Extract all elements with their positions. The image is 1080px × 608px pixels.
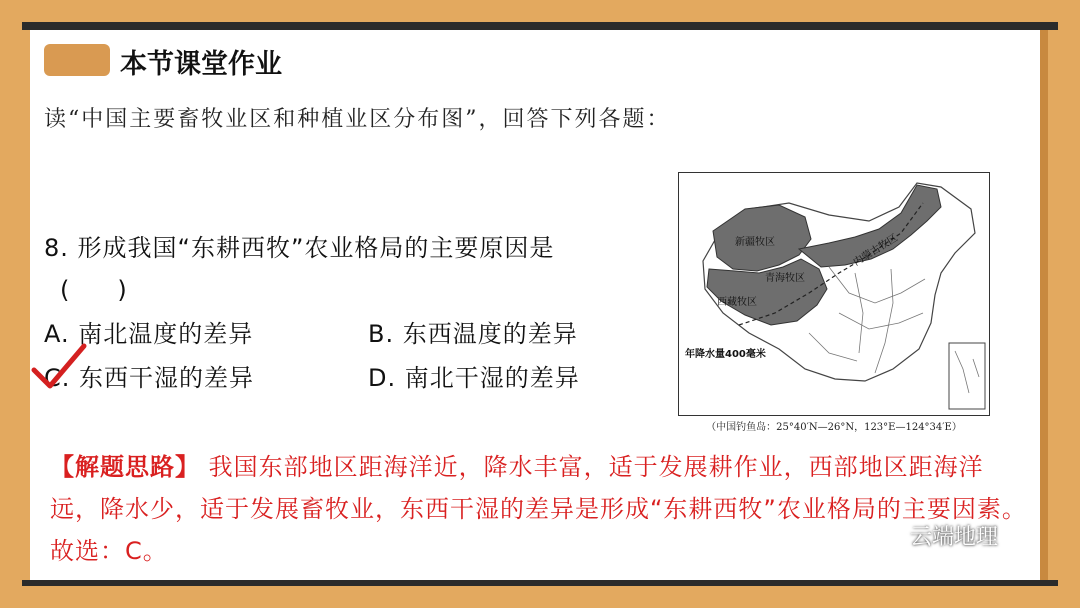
- frame-bottom-bar: [22, 580, 1058, 586]
- option-a[interactable]: A. 南北温度的差异: [44, 320, 254, 348]
- slide-title: 本节课堂作业: [120, 49, 282, 80]
- option-c[interactable]: C. 东西干湿的差异: [44, 364, 255, 392]
- slide-shadow: [1040, 30, 1048, 580]
- watermark: [870, 520, 998, 551]
- map-caption: （中国钓鱼岛：25°40′N—26°N，123°E—124°34′E）: [706, 422, 962, 433]
- explanation: [50, 446, 1030, 572]
- checkmark-icon: [30, 342, 90, 392]
- instruction-text: 读“中国主要畜牧业区和种植业区分布图”，回答下列各题：: [44, 107, 671, 132]
- label-neimenggu: 内蒙古牧区: [851, 232, 900, 269]
- label-xinjiang: 新疆牧区: [735, 237, 775, 248]
- label-rain-line: 年降水量400毫米: [685, 349, 766, 360]
- frame-top-bar: [22, 22, 1058, 30]
- china-map-drawing: [679, 173, 991, 417]
- label-xizang: 西藏牧区: [717, 297, 757, 308]
- explanation-head: 【解题思路】: [50, 453, 200, 481]
- china-map: [678, 172, 990, 416]
- wechat-icon: [870, 522, 904, 550]
- title-tag: [44, 44, 110, 76]
- option-b[interactable]: B. 东西温度的差异: [368, 320, 578, 348]
- answer-blank: ( ): [60, 276, 127, 304]
- label-qinghai: 青海牧区: [765, 273, 805, 284]
- watermark-text: 云端地理: [910, 525, 999, 550]
- option-d[interactable]: D. 南北干湿的差异: [368, 364, 580, 392]
- question-text: 8. 形成我国“东耕西牧”农业格局的主要原因是: [44, 234, 555, 262]
- explanation-body: 我国东部地区距海洋近，降水丰富，适于发展耕作业，西部地区距海洋远，降水少，适于发展畜牧业，东西干湿的差异是形成“东耕西牧”农业格局的主要因素。故选：C。: [50, 453, 1027, 565]
- slide: [30, 30, 1040, 580]
